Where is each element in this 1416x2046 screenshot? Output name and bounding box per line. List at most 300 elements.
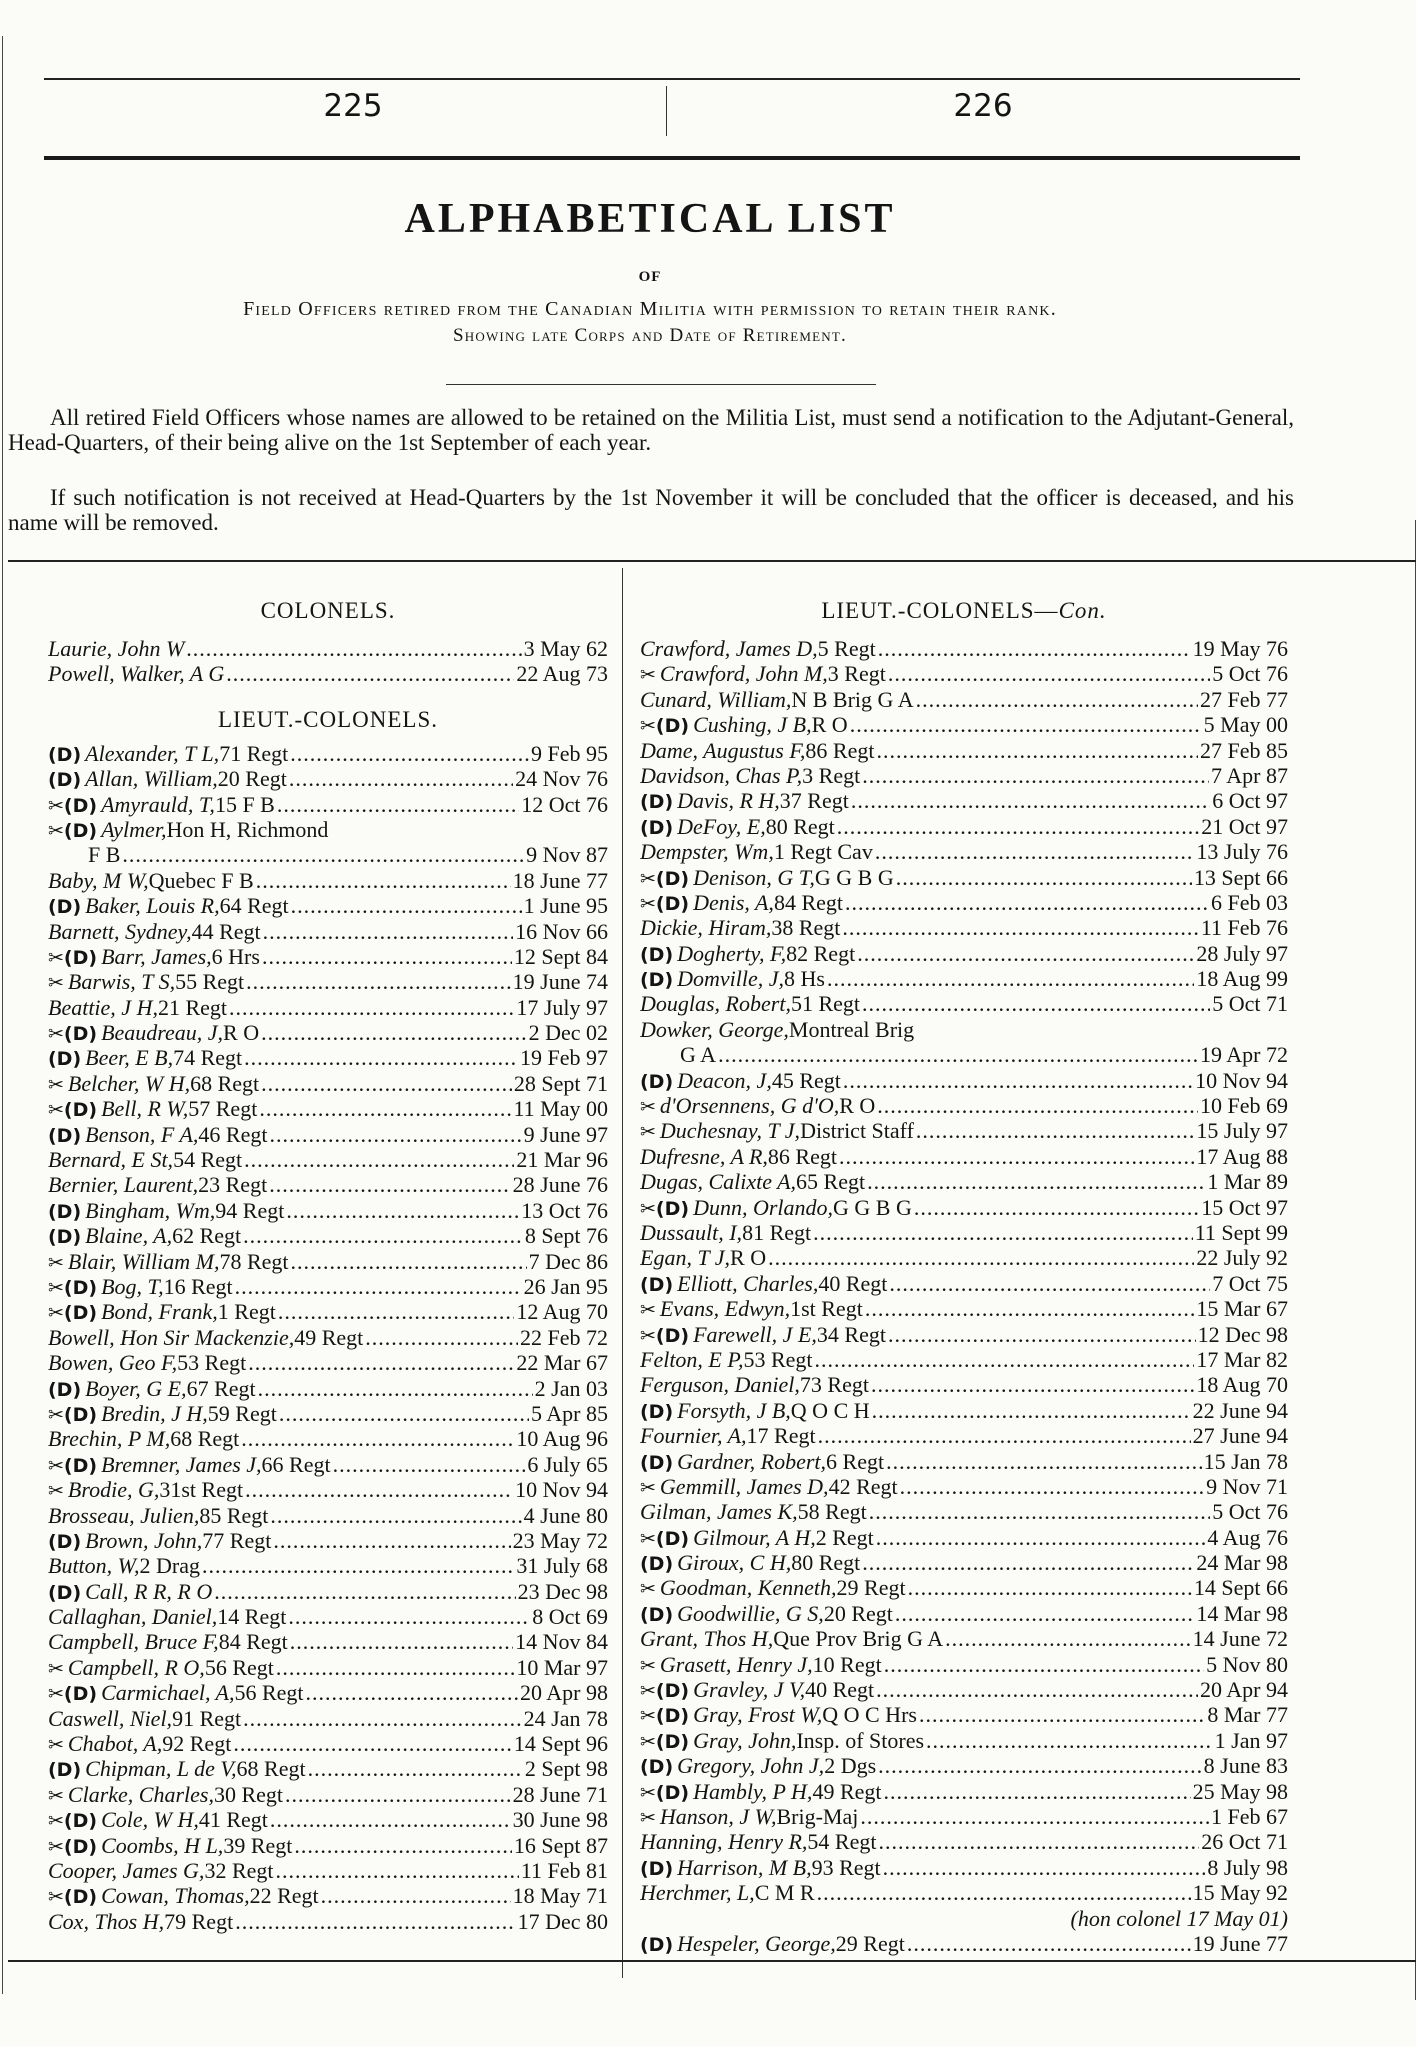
section-heading-lieut-colonels-continued [640, 596, 1288, 636]
deceased-mark: (D) [640, 1857, 674, 1880]
list-item [48, 969, 608, 994]
list-item [48, 1807, 608, 1832]
officer-corps: R O [730, 1245, 767, 1271]
list-item [48, 741, 608, 766]
officer-corps: 64 Regt [219, 893, 289, 919]
officer-corps: 40 Regt [805, 1677, 875, 1703]
list-item [48, 1604, 608, 1629]
folio-rule [44, 156, 1300, 160]
officer-corps: 15 F B [214, 791, 275, 817]
list-item [48, 1045, 608, 1070]
deceased-mark: ✂ [48, 1784, 64, 1807]
list-item [48, 1376, 608, 1401]
officer-name: Campbell, Bruce F, [48, 1629, 219, 1655]
deceased-mark: (D) [640, 1756, 674, 1779]
officer-name: Dempster, Wm, [640, 839, 774, 865]
retirement-date: 12 Dec 98 [1197, 1321, 1288, 1347]
retirement-date: 16 Sept 87 [513, 1832, 608, 1858]
leader-dots [243, 1706, 522, 1731]
officer-name: Gregory, John J, [677, 1753, 825, 1779]
list-item [640, 1372, 1288, 1397]
retirement-date: 1 Jan 97 [1214, 1727, 1288, 1753]
retirement-date: 15 July 97 [1196, 1118, 1288, 1144]
retirement-date: 19 Apr 72 [1200, 1042, 1288, 1068]
deceased-mark: ✂(D) [640, 1680, 690, 1703]
deceased-mark: (D) [48, 1124, 82, 1147]
officer-corps: 67 Regt [186, 1375, 256, 1401]
list-item [48, 1172, 608, 1197]
top-rule [44, 78, 1300, 80]
officer-corps: 66 Regt [261, 1451, 331, 1477]
list-item [640, 636, 1288, 661]
list-item [48, 1858, 608, 1883]
leader-dots [862, 1550, 1194, 1575]
retirement-date: 6 July 65 [527, 1451, 608, 1477]
section-heading-lieut-colonels: LIEUT.-COLONELS. [218, 706, 438, 732]
retirement-date: 28 July 97 [1196, 940, 1288, 966]
officer-name: Goodwillie, G S, [677, 1600, 824, 1626]
list-item [640, 1017, 1288, 1042]
deceased-mark: ✂(D) [640, 867, 690, 890]
officer-corps: 17 Regt [746, 1423, 816, 1449]
list-item [640, 738, 1288, 763]
officer-name: Ferguson, Daniel, [640, 1372, 800, 1398]
retirement-date: 5 May 00 [1203, 712, 1288, 738]
leader-dots [878, 1829, 1199, 1854]
officer-name: Bernier, Laurent, [48, 1172, 199, 1198]
deceased-mark: (D) [640, 791, 674, 814]
deceased-mark: ✂(D) [48, 1886, 98, 1909]
officer-corps: G G B G [814, 864, 894, 890]
list-item [48, 868, 608, 893]
deceased-mark: ✂(D) [640, 1705, 690, 1728]
officer-corps: 49 Regt [812, 1778, 882, 1804]
retirement-date: 27 Feb 77 [1200, 686, 1288, 712]
officer-corps: 32 Regt [204, 1857, 274, 1883]
leader-dots [900, 1474, 1204, 1499]
officer-corps: Brig-Maj [776, 1803, 859, 1829]
leader-dots [288, 1604, 530, 1629]
retirement-date: 10 Feb 69 [1200, 1093, 1288, 1119]
list-item [48, 636, 608, 661]
list-item [640, 1322, 1288, 1347]
retirement-date: 28 Sept 71 [513, 1070, 608, 1096]
notice-paragraph-1: All retired Field Officers whose names are allowed to be retained on the Militia List, must send a notification to the Adjutant-General, Head-Quarters, of their being alive on the 1st September of each year. [8, 405, 1294, 455]
retirement-date: 14 Sept 66 [1193, 1575, 1288, 1601]
officer-corps: 1st Regt [790, 1296, 863, 1322]
list-item [48, 944, 608, 969]
deceased-mark: ✂ [640, 664, 656, 687]
officer-name: Hambly, P H, [693, 1778, 813, 1804]
officer-corps: 91 Regt [172, 1705, 242, 1731]
officer-name: Blaine, A, [85, 1223, 173, 1249]
list-item [48, 1883, 608, 1908]
officer-corps: 29 Regt [835, 1930, 905, 1956]
list-item [48, 1553, 608, 1578]
deceased-mark: ✂(D) [48, 1835, 98, 1858]
deceased-mark: (D) [48, 1530, 82, 1553]
officer-name: Benson, F A, [85, 1121, 199, 1147]
officer-name: Brechin, P M, [48, 1426, 171, 1452]
officer-name: Crawford, James D, [640, 636, 818, 661]
notice-rule [8, 560, 1416, 562]
leader-dots [294, 1833, 512, 1858]
leader-dots [875, 839, 1194, 864]
list-item [48, 1020, 608, 1045]
retirement-date: 9 Nov 87 [526, 842, 608, 868]
officer-name: Clarke, Charles, [67, 1781, 214, 1807]
leader-dots [843, 1068, 1193, 1093]
retirement-date: 24 Nov 76 [515, 766, 608, 792]
list-item [48, 1122, 608, 1147]
list-item [640, 1118, 1288, 1143]
deceased-mark: ✂(D) [48, 1276, 98, 1299]
list-item [640, 1474, 1288, 1499]
leader-dots [276, 1655, 514, 1680]
officer-name: Cunard, William, [640, 686, 792, 712]
officer-corps: 42 Regt [828, 1473, 898, 1499]
list-item [48, 1071, 608, 1096]
leader-dots [842, 915, 1198, 940]
deceased-mark: (D) [640, 1273, 674, 1296]
list-item [640, 1575, 1288, 1600]
list-item [640, 1677, 1288, 1702]
deceased-mark: ✂(D) [48, 1302, 98, 1325]
list-item [48, 893, 608, 918]
officer-name: Hespeler, George, [677, 1930, 836, 1956]
deceased-mark: ✂(D) [640, 1324, 690, 1347]
leader-dots [850, 712, 1202, 737]
leader-dots [896, 865, 1192, 890]
list-item [48, 1426, 608, 1451]
leader-dots [889, 1271, 1210, 1296]
officer-corps: R O [839, 1093, 876, 1119]
list-item [48, 1198, 608, 1223]
officer-corps: 56 Regt [204, 1654, 274, 1680]
deceased-mark: (D) [48, 1226, 82, 1249]
leader-dots [279, 1401, 529, 1426]
leader-dots [244, 1147, 514, 1172]
list-item [640, 1880, 1288, 1905]
retirement-date: 14 Nov 84 [515, 1629, 608, 1655]
retirement-date: 24 Jan 78 [523, 1705, 608, 1731]
leader-dots [269, 1172, 510, 1197]
list-item [48, 1731, 608, 1756]
leader-dots [261, 1020, 526, 1045]
officer-name: Forsyth, J B, [677, 1397, 791, 1423]
right-column [640, 596, 1288, 1956]
heading-main: LIEUT.-COLONELS— [821, 598, 1059, 623]
officer-name: Baby, M W, [48, 867, 149, 893]
officer-name: Bingham, Wm, [85, 1197, 216, 1223]
list-item [640, 1753, 1288, 1778]
officer-corps: 59 Regt [207, 1400, 277, 1426]
officer-name: Callaghan, Daniel, [48, 1604, 218, 1630]
deceased-mark: ✂(D) [48, 1810, 98, 1833]
deceased-mark: ✂(D) [48, 819, 98, 842]
officer-name: Denis, A, [693, 889, 774, 915]
officer-name: Brosseau, Julien, [48, 1502, 200, 1528]
retirement-date: 2 Dec 02 [528, 1020, 608, 1046]
officer-corps: 10 Regt [812, 1651, 882, 1677]
list-item [640, 1779, 1288, 1804]
list-item [640, 941, 1288, 966]
list-item [640, 1347, 1288, 1372]
deceased-mark: (D) [48, 1581, 82, 1604]
list-item [640, 661, 1288, 686]
list-item [640, 991, 1288, 1016]
retirement-date: 5 Oct 76 [1212, 661, 1288, 687]
leader-dots [202, 1553, 514, 1578]
leader-dots [876, 1677, 1198, 1702]
officer-corps: 6 Regt [826, 1448, 885, 1474]
list-item [640, 1423, 1288, 1448]
retirement-date: 22 Mar 67 [516, 1350, 608, 1376]
retirement-date: 2 Sept 98 [524, 1756, 608, 1782]
list-item [640, 1169, 1288, 1194]
officer-corps: 45 Regt [771, 1067, 841, 1093]
deceased-mark: ✂(D) [640, 1197, 690, 1220]
retirement-date: 8 June 83 [1203, 1753, 1288, 1779]
officer-corps: 44 Regt [191, 918, 261, 944]
leader-dots [768, 1245, 1194, 1270]
retirement-date: 22 July 92 [1196, 1245, 1288, 1271]
retirement-date: 14 Sept 96 [513, 1731, 608, 1757]
officer-name: Goodman, Kenneth, [659, 1575, 837, 1601]
retirement-date: 7 Oct 75 [1212, 1270, 1288, 1296]
officer-name: Dickie, Hiram, [640, 915, 772, 941]
bottom-rule [8, 1960, 1416, 1962]
list-item [640, 788, 1288, 813]
officer-name: Douglas, Robert, [640, 991, 791, 1017]
list-item [640, 839, 1288, 864]
list-item [48, 792, 608, 817]
retirement-date: 11 Feb 81 [520, 1857, 608, 1883]
leader-dots [256, 868, 511, 893]
officer-name: Beattie, J H, [48, 994, 158, 1020]
leader-dots [226, 661, 514, 686]
officer-corps: 20 Regt [217, 766, 287, 792]
list-item [48, 1528, 608, 1553]
deceased-mark: ✂ [640, 1299, 656, 1322]
retirement-date: 12 Sept 84 [513, 943, 608, 969]
leader-dots [291, 893, 522, 918]
leader-dots [235, 1274, 522, 1299]
officer-corps: 84 Regt [218, 1629, 288, 1655]
officer-corps: 53 Regt [177, 1350, 247, 1376]
retirement-date: 6 Oct 97 [1212, 788, 1288, 814]
officer-name: Gravley, J V, [693, 1677, 806, 1703]
retirement-date: 12 Oct 76 [521, 791, 608, 817]
leader-dots [839, 1144, 1194, 1169]
list-item [640, 1601, 1288, 1626]
list-item [48, 1147, 608, 1172]
retirement-date: 6 Feb 03 [1211, 889, 1288, 915]
list-item [48, 1477, 608, 1502]
retirement-date: 15 Oct 97 [1201, 1194, 1288, 1220]
officer-corps: Q O C H [790, 1397, 870, 1423]
officer-corps: Hon H, Richmond [166, 816, 329, 842]
deceased-mark: ✂ [640, 1096, 656, 1119]
leader-dots [914, 1195, 1199, 1220]
officer-name: Powell, Walker, A G [48, 661, 225, 687]
list-item [48, 995, 608, 1020]
officer-corps: 56 Regt [234, 1680, 304, 1706]
officer-name: Bowell, Hon Sir Mackenzie, [48, 1324, 295, 1350]
officer-name: Herchmer, L, [640, 1880, 755, 1906]
officer-name: Brown, John, [85, 1527, 203, 1553]
leader-dots [869, 1499, 1211, 1524]
officer-corps: Que Prov Brig G A [773, 1626, 944, 1652]
subtitle-line-1: Field Officers retired from the Canadian Militia with permission to retain their rank. [243, 298, 1057, 320]
retirement-date: 17 Mar 82 [1196, 1346, 1288, 1372]
officer-corps: 8 Hs [784, 966, 825, 992]
officer-name: Bond, Frank, [101, 1299, 218, 1325]
notice-paragraph-2: If such notification is not received at Head-Quarters by the 1st November it will be concluded that the officer is deceased, and his name will be removed. [8, 485, 1294, 535]
list-item [48, 1299, 608, 1324]
officer-corps: 53 Regt [743, 1346, 813, 1372]
officer-corps: 3 Regt [802, 762, 861, 788]
officer-corps: 68 Regt [170, 1426, 240, 1452]
list-item [48, 1325, 608, 1350]
officer-name: Gilmour, A H, [693, 1524, 816, 1550]
list-item [48, 1655, 608, 1680]
officer-name: Giroux, C H, [677, 1550, 792, 1576]
officer-corps: Montreal Brig [788, 1016, 915, 1042]
leader-dots [919, 1702, 1205, 1727]
leader-dots [857, 941, 1194, 966]
retirement-date: 30 June 98 [512, 1807, 608, 1833]
retirement-date: 19 June 74 [512, 969, 608, 995]
leader-dots [851, 788, 1210, 813]
officer-corps: 86 Regt [767, 1143, 837, 1169]
officer-name: Laurie, John W [48, 636, 185, 661]
retirement-date: 4 Aug 76 [1207, 1524, 1288, 1550]
officer-name: Dowker, George, [640, 1016, 789, 1042]
officer-corps: 79 Regt [164, 1908, 234, 1934]
officer-corps: 73 Regt [799, 1372, 869, 1398]
officer-corps: 51 Regt [790, 991, 861, 1017]
officer-name: Chipman, L de V, [85, 1756, 237, 1782]
retirement-date: 10 Aug 96 [516, 1426, 608, 1452]
retirement-date: 3 May 62 [523, 636, 608, 661]
officer-name: Amyrauld, T, [101, 791, 215, 817]
list-item [48, 919, 608, 944]
officer-name: Baker, Louis R, [85, 893, 220, 919]
retirement-date: 1 June 95 [523, 893, 608, 919]
officer-corps: 2 Dgs [824, 1753, 877, 1779]
title-rule [446, 384, 876, 385]
leader-dots [867, 1169, 1205, 1194]
leader-dots [246, 969, 511, 994]
leader-dots [862, 763, 1209, 788]
officer-corps: 40 Regt [818, 1270, 888, 1296]
leader-dots [186, 636, 521, 661]
leader-dots [248, 1350, 514, 1375]
retirement-date: 2 Jan 03 [534, 1375, 608, 1401]
deceased-mark: (D) [640, 1400, 674, 1423]
officer-corps: 78 Regt [219, 1248, 289, 1274]
retirement-date: 28 June 71 [512, 1781, 608, 1807]
leader-dots [878, 636, 1191, 661]
officer-name: Duchesnay, T J, [659, 1118, 801, 1144]
leader-dots [888, 661, 1210, 686]
retirement-date: 14 Mar 98 [1196, 1600, 1288, 1626]
retirement-date: 1 Mar 89 [1207, 1169, 1288, 1195]
deceased-mark: ✂(D) [48, 946, 98, 969]
leader-dots [270, 1503, 521, 1528]
leader-dots [229, 995, 514, 1020]
officer-corps: 74 Regt [173, 1045, 243, 1071]
officer-corps: 57 Regt [188, 1096, 258, 1122]
officer-corps: District Staff [800, 1118, 914, 1144]
deceased-mark: (D) [48, 1759, 82, 1782]
officer-corps: 92 Regt [162, 1731, 232, 1757]
deceased-mark: ✂ [640, 1578, 656, 1601]
officer-name: Domville, J, [677, 966, 785, 992]
column-divider [622, 568, 623, 1978]
retirement-date: 14 June 72 [1192, 1626, 1288, 1652]
leader-dots [817, 1880, 1191, 1905]
retirement-date: 21 Mar 96 [516, 1147, 608, 1173]
retirement-date: 19 June 77 [1192, 1930, 1288, 1956]
list-item [48, 1680, 608, 1705]
officer-corps: C M R [754, 1880, 815, 1906]
retirement-date: 13 July 76 [1196, 839, 1288, 865]
officer-corps: 94 Regt [215, 1197, 285, 1223]
list-item [48, 1452, 608, 1477]
officer-name: Beaudreau, J, [101, 1020, 224, 1046]
officer-corps: 37 Regt [779, 788, 849, 814]
leader-dots [276, 1858, 519, 1883]
list-item [640, 687, 1288, 712]
leader-dots [277, 792, 519, 817]
officer-name: Cooper, James G, [48, 1857, 205, 1883]
retirement-date: 26 Oct 71 [1201, 1829, 1288, 1855]
leader-dots [258, 1376, 533, 1401]
retirement-date: 20 Apr 98 [520, 1680, 608, 1706]
list-item [640, 1449, 1288, 1474]
list-item [640, 1728, 1288, 1753]
leader-dots [122, 842, 524, 867]
officer-corps: 54 Regt [807, 1829, 877, 1855]
officer-corps: 41 Regt [198, 1807, 268, 1833]
list-item [48, 1274, 608, 1299]
leader-dots [261, 1071, 512, 1096]
retirement-date: 16 Nov 66 [515, 918, 608, 944]
leader-dots [308, 1756, 523, 1781]
retirement-date: 17 July 97 [516, 994, 608, 1020]
list-item [48, 1401, 608, 1426]
list-item [48, 1579, 608, 1604]
officer-corps: 86 Regt [805, 737, 875, 763]
retirement-date: 27 June 94 [1192, 1423, 1288, 1449]
leader-dots [306, 1680, 518, 1705]
leader-dots [244, 1045, 518, 1070]
officer-corps: 49 Regt [294, 1324, 364, 1350]
officer-name: Dunn, Orlando, [693, 1194, 834, 1220]
leader-dots [321, 1883, 511, 1908]
leader-dots [907, 1931, 1191, 1956]
officer-corps: 46 Regt [198, 1121, 268, 1147]
list-item [640, 712, 1288, 737]
list-item [48, 1503, 608, 1528]
leader-dots [214, 1579, 515, 1604]
officer-corps: 14 Regt [217, 1604, 287, 1630]
officer-corps: 29 Regt [836, 1575, 906, 1601]
retirement-date: 8 Sept 76 [524, 1223, 608, 1249]
officer-name: Beer, E B, [85, 1045, 174, 1071]
